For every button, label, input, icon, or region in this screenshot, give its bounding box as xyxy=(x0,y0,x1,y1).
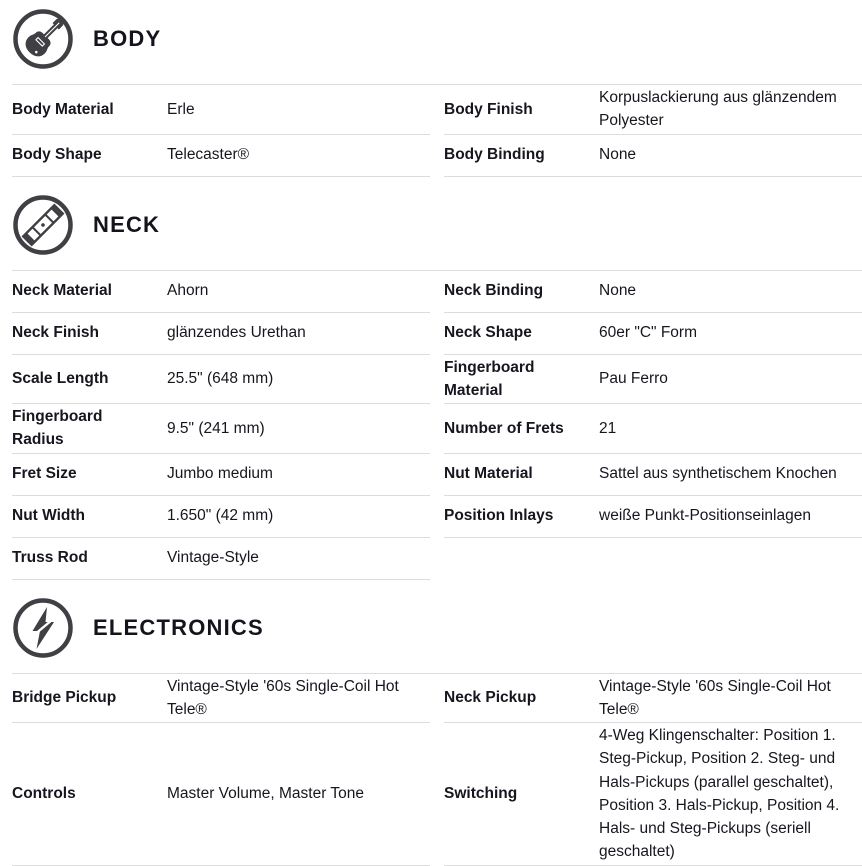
spec-section-body xyxy=(12,8,862,177)
spec-table xyxy=(12,674,862,866)
spec-section-electronics xyxy=(12,597,862,866)
spec-value: Master Volume, Master Tone xyxy=(167,785,364,803)
spec-row xyxy=(12,404,430,454)
spec-label: Controls xyxy=(12,785,76,803)
spec-label: Neck Material xyxy=(12,282,112,300)
spec-label: Body Material xyxy=(12,100,114,118)
spec-label: Neck Shape xyxy=(444,324,532,342)
spec-value: Jumbo medium xyxy=(167,465,273,483)
section-header xyxy=(12,597,862,659)
spec-label: Position Inlays xyxy=(444,507,554,525)
spec-row xyxy=(444,404,862,454)
spec-label: Fret Size xyxy=(12,465,77,483)
spec-row xyxy=(12,355,430,405)
spec-row xyxy=(444,313,862,355)
spec-value: 1.650" (42 mm) xyxy=(167,507,274,525)
spec-row xyxy=(12,85,430,135)
spec-table xyxy=(12,85,862,177)
spec-value: 9.5" (241 mm) xyxy=(167,419,265,437)
spec-row xyxy=(12,723,430,866)
spec-label: Nut Width xyxy=(12,507,86,525)
spec-value: None xyxy=(599,146,637,164)
spec-label: Body Finish xyxy=(444,100,533,118)
spec-value: Ahorn xyxy=(167,282,209,300)
spec-row xyxy=(12,674,430,724)
spec-label: Neck Binding xyxy=(444,282,544,300)
spec-row xyxy=(444,496,862,538)
section-title: BODY xyxy=(93,26,162,51)
spec-label: Truss Rod xyxy=(12,549,88,567)
spec-label: Body Binding xyxy=(444,146,545,164)
spec-value: 4-Weg Klingenschalter: Position 1. Steg-Pickup, Position 2. Steg- und Hals-Pickups (parallel geschaltet), Position 3. Hals-Pickup, Position 4. Hals- und Steg-Pickups (seriell geschaltet) xyxy=(599,727,840,861)
spec-label: Number of Frets xyxy=(444,419,564,437)
spec-value: 60er "C" Form xyxy=(599,324,697,342)
spec-table xyxy=(12,271,862,580)
spec-label: Neck Pickup xyxy=(444,689,537,707)
spec-value: Vintage-Style '60s Single-Coil Hot Tele® xyxy=(167,677,399,718)
spec-row xyxy=(444,674,862,724)
spec-row xyxy=(444,271,862,313)
spec-row xyxy=(12,538,430,580)
spec-label: Fingerboard Material xyxy=(444,358,535,399)
spec-row xyxy=(12,313,430,355)
spec-row xyxy=(12,454,430,496)
spec-value: Sattel aus synthetischem Knochen xyxy=(599,465,837,483)
spec-label: Neck Finish xyxy=(12,324,99,342)
spec-label: Nut Material xyxy=(444,465,533,483)
spec-row xyxy=(444,85,862,135)
spec-row xyxy=(444,723,862,866)
spec-section-neck xyxy=(12,194,862,580)
spec-value: None xyxy=(599,282,637,300)
spec-value: Vintage-Style '60s Single-Coil Hot Tele® xyxy=(599,677,831,718)
lightning-icon xyxy=(12,597,74,659)
guitar-neck-icon xyxy=(12,194,74,256)
spec-row xyxy=(12,135,430,177)
spec-label: Scale Length xyxy=(12,370,109,388)
section-title: NECK xyxy=(93,211,161,237)
spec-row xyxy=(444,135,862,177)
spec-row xyxy=(444,454,862,496)
spec-value: Vintage-Style xyxy=(167,549,259,567)
spec-row xyxy=(444,355,862,405)
spec-label: Bridge Pickup xyxy=(12,689,117,707)
section-title: ELECTRONICS xyxy=(93,614,264,640)
spec-label: Body Shape xyxy=(12,146,102,164)
section-header xyxy=(12,8,862,70)
spec-value: 21 xyxy=(599,419,617,437)
spec-row xyxy=(12,271,430,313)
spec-row xyxy=(12,496,430,538)
spec-row-empty xyxy=(444,538,862,580)
spec-label: Switching xyxy=(444,785,518,803)
section-header xyxy=(12,194,862,256)
guitar-body-icon xyxy=(12,8,74,70)
spec-value: Pau Ferro xyxy=(599,370,668,388)
spec-value: Erle xyxy=(167,100,195,118)
spec-label: Fingerboard Radius xyxy=(12,408,103,449)
spec-value: weiße Punkt-Positionseinlagen xyxy=(599,507,811,525)
spec-value: Korpuslackierung aus glänzendem Polyester xyxy=(599,89,837,130)
spec-value: Telecaster® xyxy=(167,146,250,164)
spec-value: 25.5" (648 mm) xyxy=(167,370,274,388)
spec-value: glänzendes Urethan xyxy=(167,324,306,342)
